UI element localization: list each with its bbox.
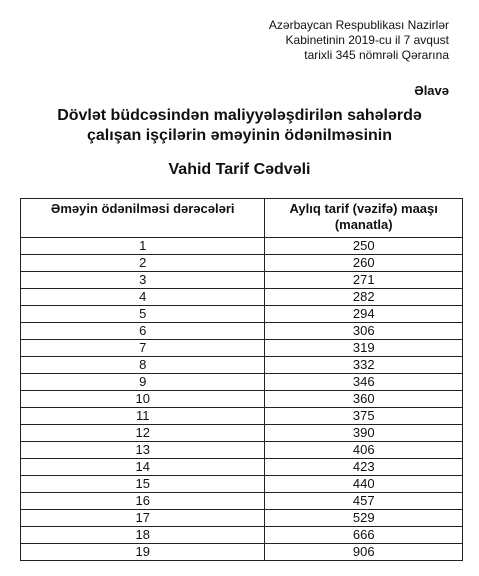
table-row [21, 459, 463, 476]
grade-cell: 12 [21, 425, 265, 442]
salary-cell: 346 [265, 374, 463, 391]
grade-cell: 1 [21, 238, 265, 255]
grade-cell: 5 [21, 306, 265, 323]
salary-cell: 360 [265, 391, 463, 408]
decree-reference-line: Kabinetinin 2019-cu il 7 avqust [285, 33, 449, 47]
salary-cell: 423 [265, 459, 463, 476]
table-row [21, 255, 463, 272]
grade-cell: 13 [21, 442, 265, 459]
salary-cell: 260 [265, 255, 463, 272]
grade-cell: 4 [21, 289, 265, 306]
table-row [21, 306, 463, 323]
salary-cell: 282 [265, 289, 463, 306]
salary-cell: 406 [265, 442, 463, 459]
table-row [21, 238, 463, 255]
appendix-label: Əlavə [414, 83, 449, 98]
table-row [21, 476, 463, 493]
salary-cell: 457 [265, 493, 463, 510]
table-row [21, 340, 463, 357]
table-header-row [21, 199, 463, 238]
table-row [21, 408, 463, 425]
grade-cell: 18 [21, 527, 265, 544]
grade-cell: 3 [21, 272, 265, 289]
salary-cell: 529 [265, 510, 463, 527]
grade-cell: 17 [21, 510, 265, 527]
decree-reference-line: tarixli 345 nömrəli Qərarına [304, 48, 449, 62]
table-title: Vahid Tarif Cədvəli [168, 161, 311, 178]
grade-cell: 14 [21, 459, 265, 476]
table-row [21, 493, 463, 510]
grade-cell: 10 [21, 391, 265, 408]
header-monthly-salary: Aylıq tarif (vəzifə) maaşı (manatla) [265, 199, 463, 238]
grade-cell: 16 [21, 493, 265, 510]
grade-cell: 7 [21, 340, 265, 357]
table-row [21, 425, 463, 442]
salary-cell: 332 [265, 357, 463, 374]
table-row [21, 544, 463, 561]
grade-cell: 9 [21, 374, 265, 391]
salary-cell: 375 [265, 408, 463, 425]
table-row [21, 374, 463, 391]
salary-cell: 440 [265, 476, 463, 493]
salary-cell: 271 [265, 272, 463, 289]
table-row [21, 510, 463, 527]
salary-cell: 306 [265, 323, 463, 340]
document-title [0, 106, 479, 146]
salary-cell: 250 [265, 238, 463, 255]
salary-cell: 906 [265, 544, 463, 561]
grade-cell: 11 [21, 408, 265, 425]
header-payment-grade: Əməyin ödənilməsi dərəcələri [21, 199, 265, 238]
table-row [21, 391, 463, 408]
salary-cell: 666 [265, 527, 463, 544]
grade-cell: 19 [21, 544, 265, 561]
table-row [21, 289, 463, 306]
table-row [21, 357, 463, 374]
table-row [21, 272, 463, 289]
document-title-line: Dövlət büdcəsindən maliyyələşdirilən sahələrdə [57, 107, 422, 124]
tariff-table [20, 198, 463, 561]
grade-cell: 15 [21, 476, 265, 493]
salary-cell: 390 [265, 425, 463, 442]
table-row [21, 442, 463, 459]
salary-cell: 294 [265, 306, 463, 323]
grade-cell: 6 [21, 323, 265, 340]
salary-cell: 319 [265, 340, 463, 357]
decree-reference-line: Azərbaycan Respublikası Nazirlər [268, 18, 449, 32]
grade-cell: 2 [21, 255, 265, 272]
grade-cell: 8 [21, 357, 265, 374]
table-row [21, 323, 463, 340]
table-row [21, 527, 463, 544]
document-title-line: çalışan işçilərin əməyinin ödənilməsinin [87, 127, 392, 144]
table-body [21, 238, 463, 561]
decree-reference [209, 18, 449, 63]
